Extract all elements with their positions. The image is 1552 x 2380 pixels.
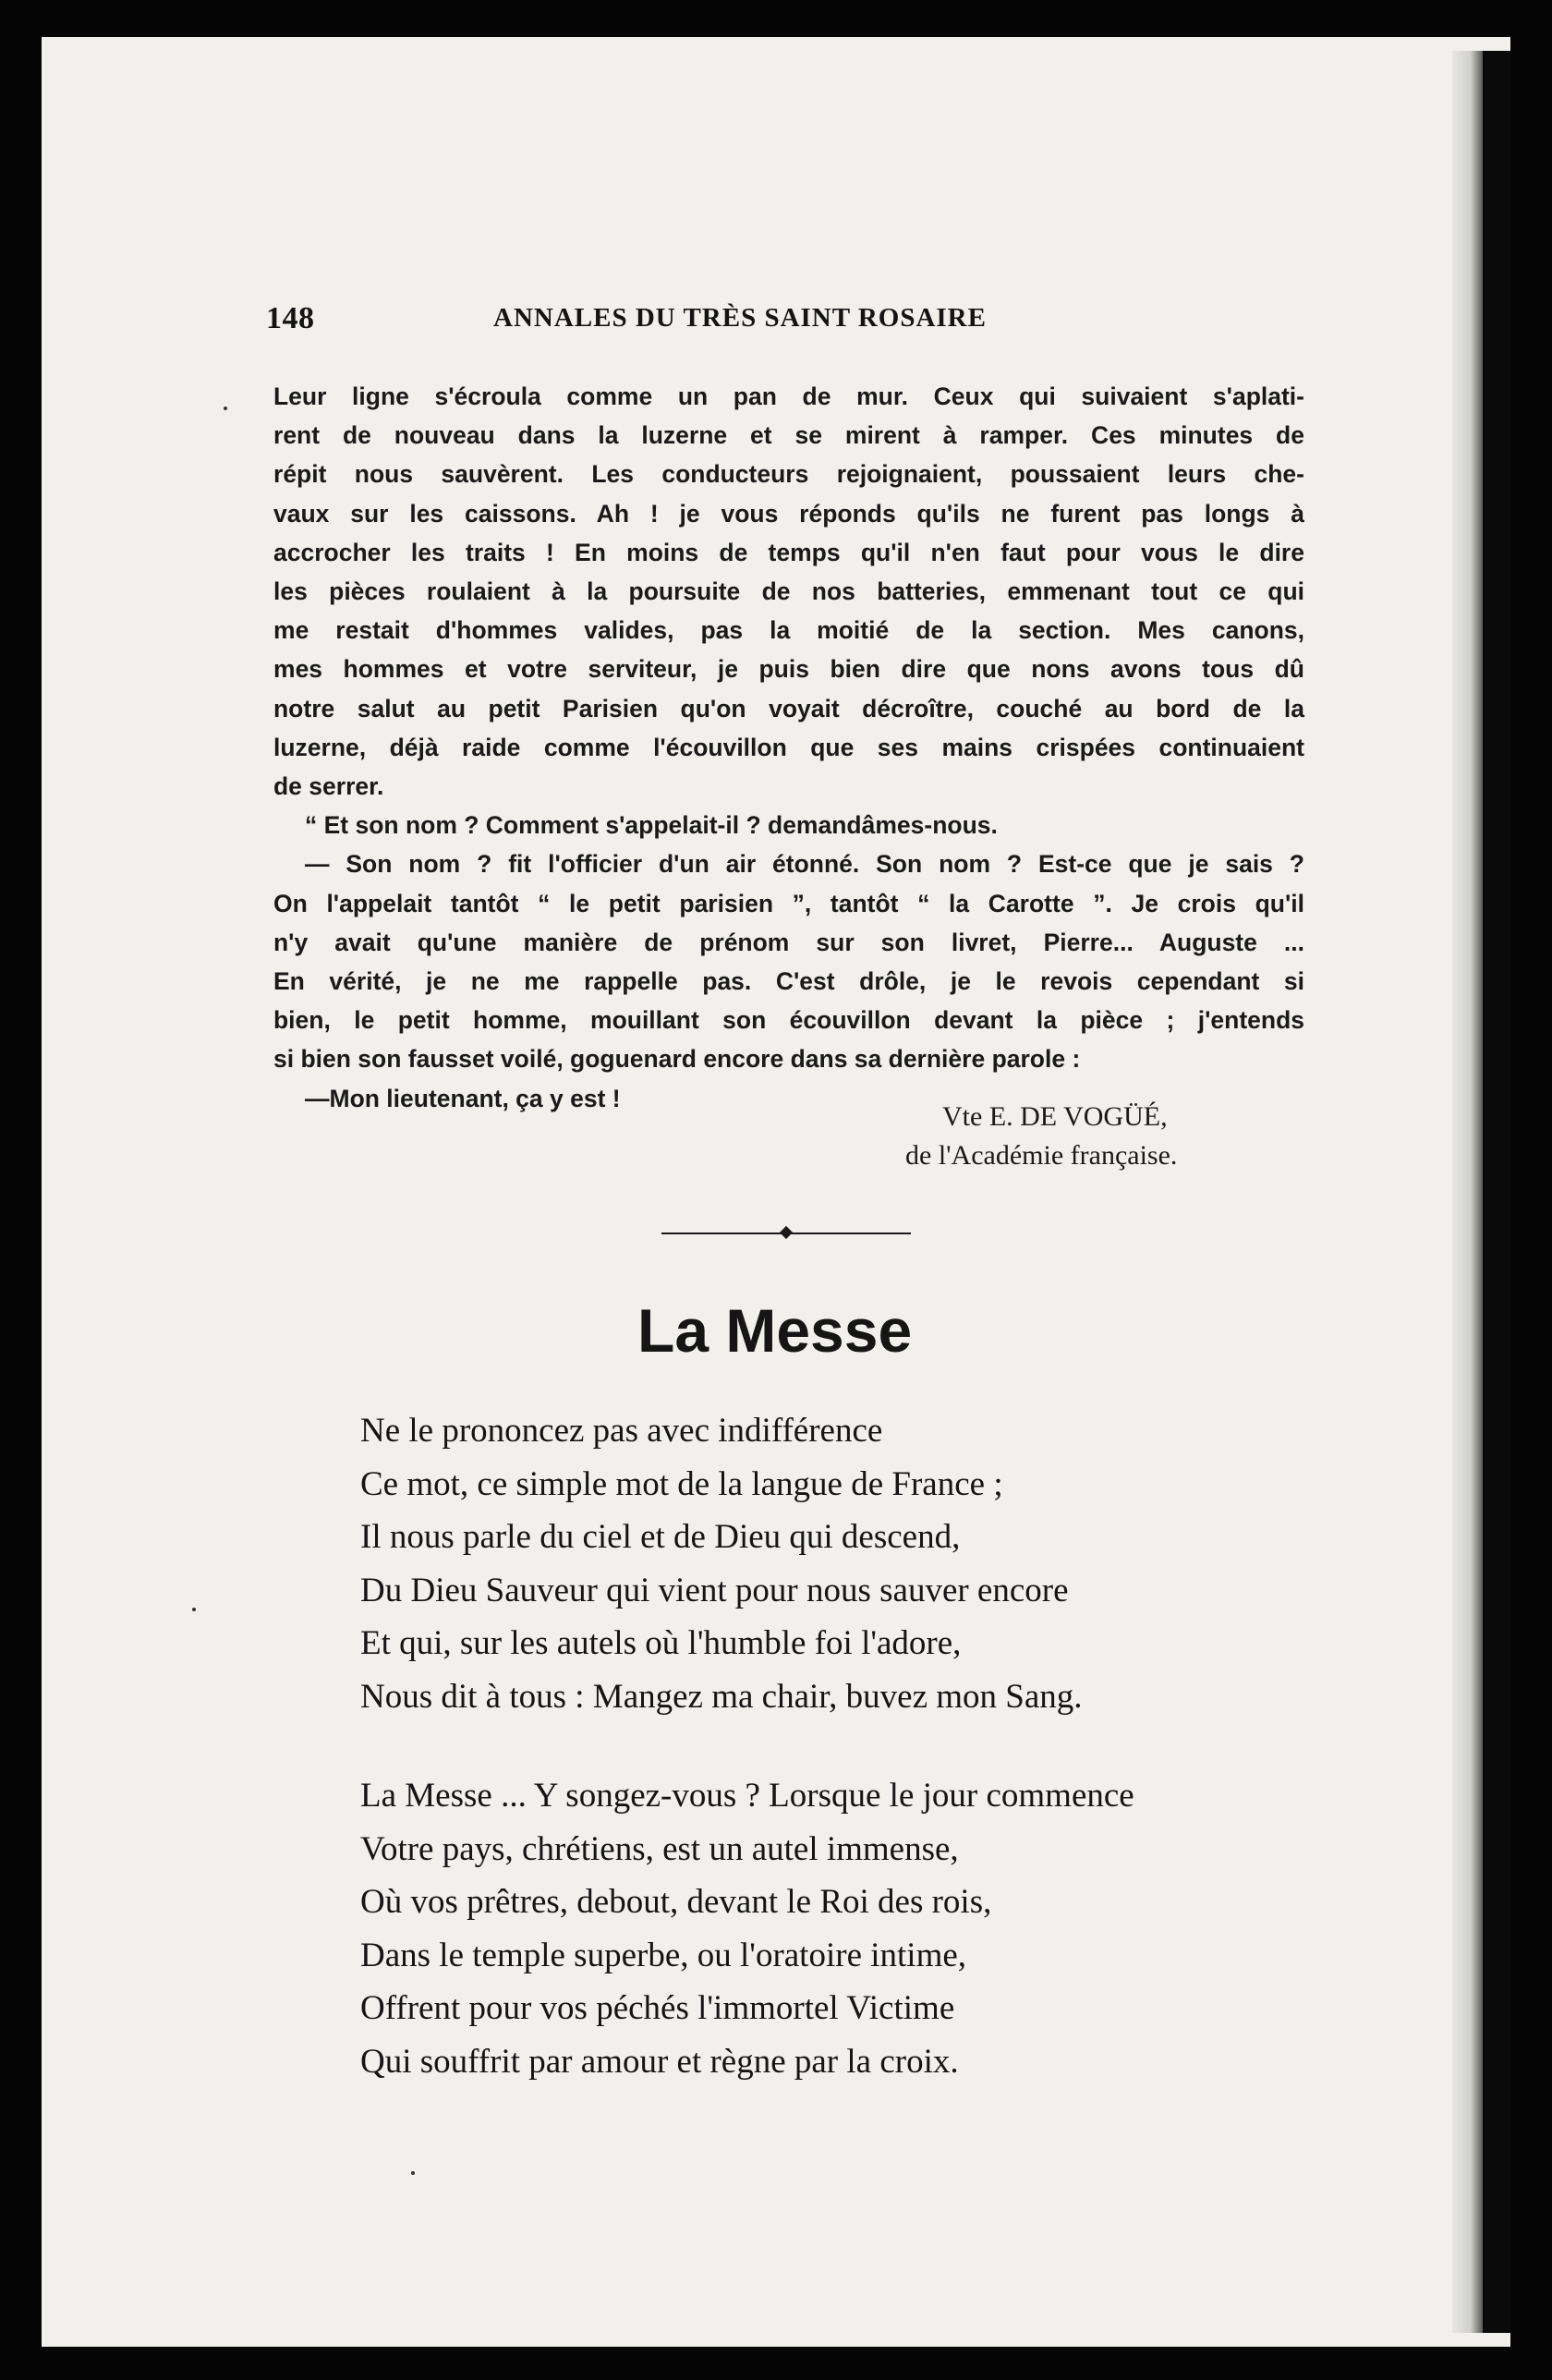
scan-speck [192, 1608, 196, 1611]
prose-line: de serrer. [273, 772, 384, 801]
prose-line: mes hommes et votre serviteur, je puis bien dire que nons avons tous dû [273, 655, 1304, 684]
prose-line: “ Et son nom ? Comment s'appelait-il ? demandâmes-nous. [305, 811, 998, 840]
signature-affiliation: de l'Académie française. [905, 1140, 1178, 1171]
prose-line: On l'appelait tantôt “ le petit parisien ”, tantôt “ la Carotte ”. Je crois qu'il [273, 889, 1304, 917]
prose-line: si bien son fausset voilé, goguenard encore dans sa dernière parole : [273, 1045, 1081, 1074]
prose-line: luzerne, déjà raide comme l'écouvillon que ses mains crispées continuaient [273, 733, 1304, 761]
page-number: 148 [266, 301, 315, 335]
poem-verse: Votre pays, chrétiens, est un autel immense, [360, 1829, 959, 1868]
poem-verse: Qui souffrit par amour et règne par la croix. [360, 2042, 959, 2081]
prose-line: — Son nom ? fit l'officier d'un air étonné. Son nom ? Est-ce que je sais ? [305, 850, 1304, 879]
prose-line: accrocher les traits ! En moins de temps qu'il n'en faut pour vous le dire [273, 538, 1304, 566]
prose-line: répit nous sauvèrent. Les conducteurs rejoignaient, poussaient leurs che- [273, 460, 1304, 489]
poem-stanza-1 [360, 1404, 1330, 1723]
prose-line: bien, le petit homme, mouillant son écouvillon devant la pièce ; j'entends [273, 1006, 1304, 1035]
prose-line: notre salut au petit Parisien qu'on voyait décroître, couché au bord de la [273, 694, 1304, 722]
prose-line: n'y avait qu'une manière de prénom sur son livret, Pierre... Auguste ... [273, 928, 1304, 956]
prose-line: vaux sur les caissons. Ah ! je vous réponds qu'ils ne furent pas longs à [273, 499, 1304, 528]
poem-verse: La Messe ... Y songez-vous ? Lorsque le jour commence [360, 1777, 1134, 1815]
scan-speck [411, 2171, 415, 2175]
poem-verse: Ce mot, ce simple mot de la langue de France ; [360, 1464, 1003, 1503]
prose-line: En vérité, je ne me rappelle pas. C'est drôle, je le revois cependant si [273, 967, 1304, 996]
page-header [266, 301, 1310, 342]
poem-verse: Où vos prêtres, debout, devant le Roi des rois, [360, 1883, 992, 1921]
prose-line: rent de nouveau dans la luzerne et se mirent à ramper. Ces minutes de [273, 421, 1304, 450]
poem-title: La Messe [637, 1296, 913, 1365]
poem-stanza-2 [360, 1769, 1330, 2088]
signature-author: Vte E. DE VOGÜÉ, [942, 1101, 1168, 1132]
prose-block [273, 377, 1304, 1118]
poem-verse: Et qui, sur les autels où l'humble foi l'adore, [360, 1624, 962, 1662]
poem-verse: Ne le prononcez pas avec indifférence [360, 1412, 883, 1450]
prose-line: me restait d'hommes valides, pas la moitié de la section. Mes canons, [273, 616, 1304, 645]
prose-line: les pièces roulaient à la poursuite de nos batteries, emmenant tout ce qui [273, 577, 1304, 606]
poem-verse: Nous dit à tous : Mangez ma chair, buvez mon Sang. [360, 1677, 1083, 1716]
poem-verse: Dans le temple superbe, ou l'oratoire intime, [360, 1936, 967, 1974]
running-head: ANNALES DU TRÈS SAINT ROSAIRE [493, 303, 987, 333]
poem-verse: Il nous parle du ciel et de Dieu qui descend, [360, 1518, 961, 1556]
page-right-edge [1483, 51, 1510, 2333]
prose-line: —Mon lieutenant, ça y est ! [305, 1084, 621, 1112]
scan-speck [224, 407, 227, 410]
prose-line: Leur ligne s'écroula comme un pan de mur. Ceux qui suivaient s'aplati- [273, 382, 1304, 410]
poem-verse: Du Dieu Sauveur qui vient pour nous sauver encore [360, 1571, 1069, 1609]
poem-verse: Offrent pour vos péchés l'immortel Victime [360, 1989, 955, 2027]
signature [887, 1098, 1256, 1175]
